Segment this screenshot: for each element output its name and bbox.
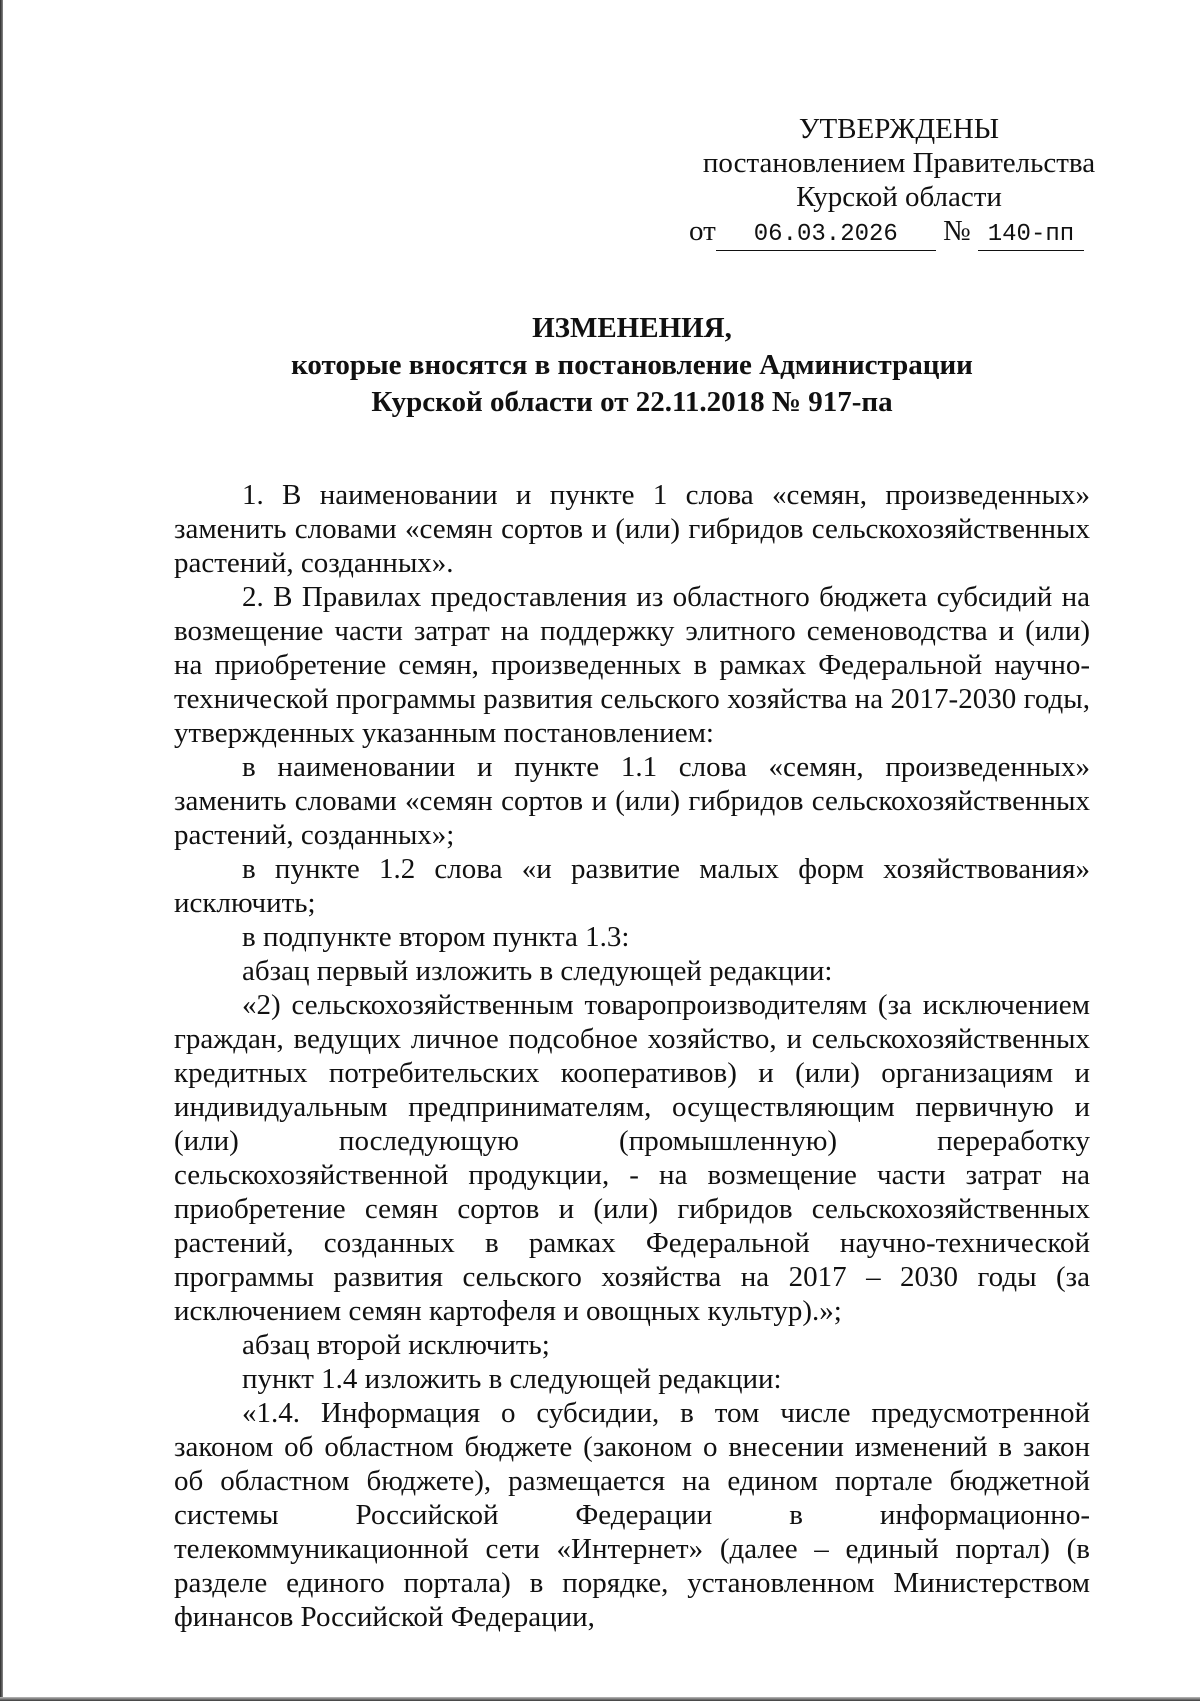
heading-subtitle-2: Курской области от 22.11.2018 № 917-па: [371, 386, 893, 418]
paragraph-5: в подпункте втором пункта 1.3:: [242, 921, 630, 953]
heading-title: ИЗМЕНЕНИЯ,: [532, 312, 732, 344]
document-page: [174, 0, 1096, 1701]
paragraph-3: в наименовании и пункте 1.1 слова «семян, произведенных» заменить словами «семян сортов и (или) гибридов сельскохозяйственных растений, созданных»;: [174, 751, 1090, 851]
heading-subtitle-1: которые вносятся в постановление Администрации: [291, 349, 973, 381]
paragraph-9: пункт 1.4 изложить в следующей редакции:: [242, 1363, 782, 1395]
scan-edge-left: [0, 0, 3, 1701]
paragraph-8: абзац второй исключить;: [242, 1329, 550, 1361]
number-label: №: [943, 215, 971, 247]
approval-number: 140-пп: [978, 220, 1084, 251]
paragraph-2: 2. В Правилах предоставления из областного бюджета субсидий на возмещение части затрат на поддержку элитного семеноводства и (или) на приобретение семян, произведенных в рамках Федеральной научно-технической программы развития сельского хозяйства на 2017-2030 годы, утвержденных указанным постановлением:: [174, 581, 1090, 749]
approval-date: 06.03.2026: [716, 220, 936, 251]
approval-date-line: [689, 214, 1109, 250]
approval-line-government: постановлением Правительства: [702, 147, 1096, 179]
paragraph-6: абзац первый изложить в следующей редакции:: [242, 955, 833, 987]
document-heading: [174, 310, 1090, 421]
approval-block: [689, 112, 1109, 250]
paragraph-10: «1.4. Информация о субсидии, в том числе предусмотренной законом об областном бюджете (законом о внесении изменений в закон об областном бюджете), размещается на едином портале бюджетной системы Российской Федерации в информационно-телекоммуникационной сети «Интернет» (далее – единый портал) (в разделе единого портала) в порядке, установленном Министерством финансов Российской Федерации,: [174, 1397, 1090, 1633]
approval-title: УТВЕРЖДЕНЫ: [798, 113, 1000, 145]
paragraph-4: в пункте 1.2 слова «и развитие малых форм хозяйствования» исключить;: [174, 853, 1090, 919]
document-body: [174, 478, 1090, 1634]
paragraph-1: 1. В наименовании и пункте 1 слова «семян, произведенных» заменить словами «семян сортов и (или) гибридов сельскохозяйственных растений, созданных».: [174, 479, 1090, 579]
approval-line-region: Курской области: [796, 181, 1002, 213]
paragraph-7: «2) сельскохозяйственным товаропроизводителям (за исключением граждан, ведущих личное подсобное хозяйство, и сельскохозяйственных кредитных потребительских кооперативов) и (или) организациям и индивидуальным предпринимателям, осуществляющим первичную и (или) последующую (промышленную) переработку сельскохозяйственной продукции, - на возмещение части затрат на приобретение семян сортов и (или) гибридов сельскохозяйственных растений, созданных в рамках Федеральной научно-технической программы развития сельского хозяйства на 2017 – 2030 годы (за исключением семян картофеля и овощных культур).»;: [174, 989, 1090, 1327]
from-label: от: [689, 215, 716, 247]
